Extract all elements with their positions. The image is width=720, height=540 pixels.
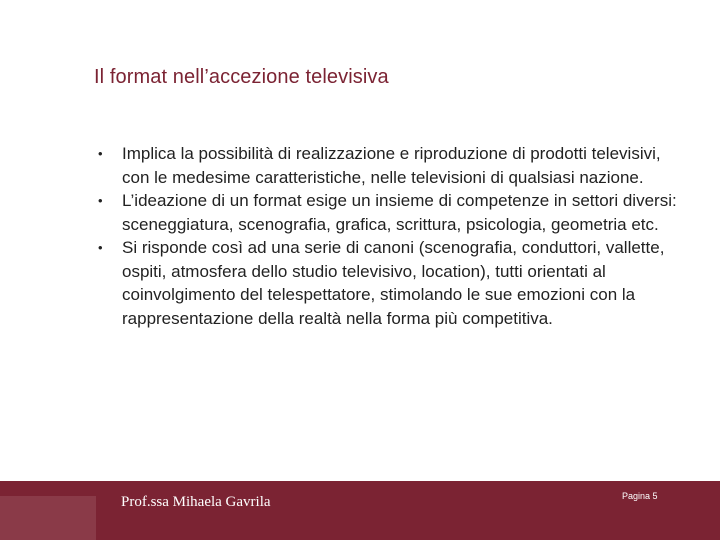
footer-author: Prof.ssa Mihaela Gavrila: [121, 494, 271, 510]
bullet-text: L’ideazione di un format esige un insieme di competenze in settori diversi: sceneggiatura, scenografia, grafica, scrittura, psicologia, geometria etc.: [122, 191, 677, 234]
footer-band: [0, 481, 720, 540]
page-number: Pagina 5: [622, 491, 658, 501]
bullet-item: [96, 142, 686, 189]
bullet-dot-icon: •: [98, 146, 103, 161]
bullet-text: Si risponde così ad una serie di canoni (scenografia, conduttori, vallette, ospiti, atmosfera dello studio televisivo, location), tutti orientati al coinvolgimento del telespettatore, stimolando le sue emozioni con la rappresentazione della realtà nella forma più competitiva.: [122, 238, 665, 328]
bullet-item: [96, 189, 686, 236]
bullet-text: Implica la possibilità di realizzazione e riproduzione di prodotti televisivi, con le medesime caratteristiche, nelle televisioni di qualsiasi nazione.: [122, 144, 661, 187]
footer-strip: [0, 496, 96, 540]
bullet-item: [96, 236, 686, 330]
bullet-dot-icon: •: [98, 240, 103, 255]
bullet-list: [96, 142, 686, 330]
bullet-dot-icon: •: [98, 193, 103, 208]
slide-title: Il format nell’accezione televisiva: [94, 66, 389, 88]
